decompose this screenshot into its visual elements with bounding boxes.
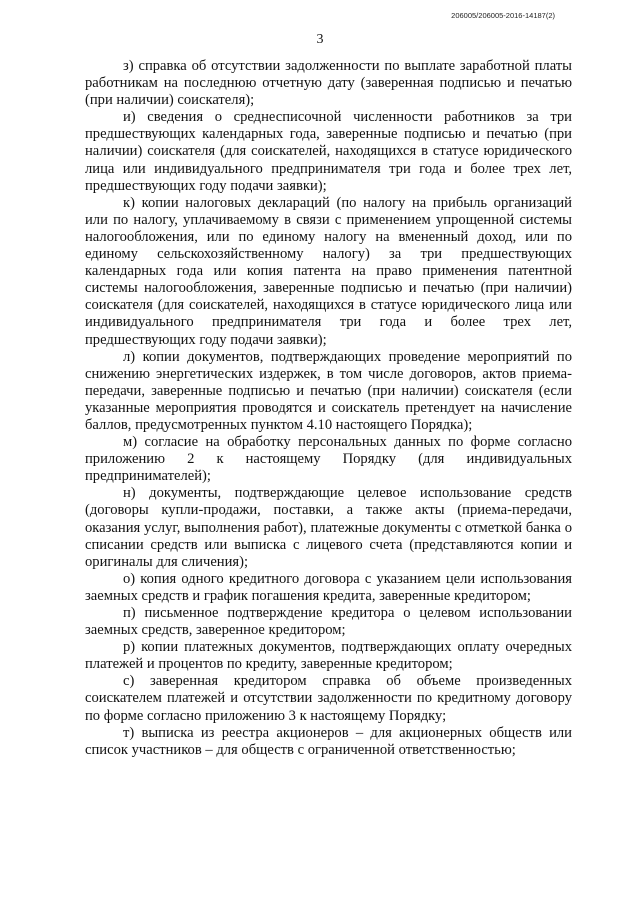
list-item-r: р) копии платежных документов, подтверждающих оплату очередных платежей и процентов по кредиту, заверенные кредитором; [85, 639, 572, 673]
page-number: 3 [316, 32, 324, 47]
list-item-s: с) заверенная кредитором справка об объеме произведенных соискателем платежей и отсутствии задолженности по кредитному договору по форме согласно приложению 3 к настоящему Порядку; [85, 673, 572, 724]
list-item-k: к) копии налоговых деклараций (по налогу на прибыль организаций или по налогу, уплачиваемому в связи с применением упрощенной системы налогообложения, или по единому налогу на вмененный доход, или по единому сельскохозяйственному налогу) за три предшествующих календарных года или копия патента на право применения патентной системы налогообложения, заверенные подписью и печатью (при наличии) соискателя (для соискателей, находящихся в статусе юридического лица или индивидуального предпринимателя три года и более трех лет, предшествующих году подачи заявки); [85, 194, 572, 348]
list-item-p: п) письменное подтверждение кредитора о целевом использовании заемных средств, заверенное кредитором; [85, 605, 572, 639]
list-item-t: т) выписка из реестра акционеров – для акционерных обществ или список участников – для обществ с ограниченной ответственностью; [85, 724, 572, 758]
list-item-l: л) копии документов, подтверждающих проведение мероприятий по снижению энергетических издержек, в том числе договоров, актов приема-передачи, заверенные подписью и печатью (при наличии) соискателя (если указанные мероприятия проводятся и соискатель претендует на начисление баллов, предусмотренных пунктом 4.10 настоящего Порядка); [85, 348, 572, 433]
list-item-i: и) сведения о среднесписочной численности работников за три предшествующих календарных года, заверенные подписью и печатью (при наличии) соискателя (для соискателей, находящихся в статусе юридического лица или индивидуального предпринимателя три года и более трех лет, предшествующих году подачи заявки); [85, 109, 572, 194]
list-item-m: м) согласие на обработку персональных данных по форме согласно приложению 2 к настоящему Порядку (для индивидуальных предпринимателей); [85, 434, 572, 485]
document-body [85, 58, 572, 759]
list-item-z: з) справка об отсутствии задолженности по выплате заработной платы работникам на последнюю отчетную дату (заверенная подписью и печатью (при наличии) соискателя); [85, 58, 572, 109]
list-item-n: н) документы, подтверждающие целевое использование средств (договоры купли-продажи, поставки, а также акты (приема-передачи, оказания услуг, выполнения работ), платежные документы с отметкой банка о списании средств или выписка с лицевого счета (представляются копии и оригиналы для сличения); [85, 485, 572, 570]
list-item-o: о) копия одного кредитного договора с указанием цели использования заемных средств и график погашения кредита, заверенные кредитором; [85, 570, 572, 604]
document-code: 206005/206005-2016-14187(2) [451, 11, 555, 20]
